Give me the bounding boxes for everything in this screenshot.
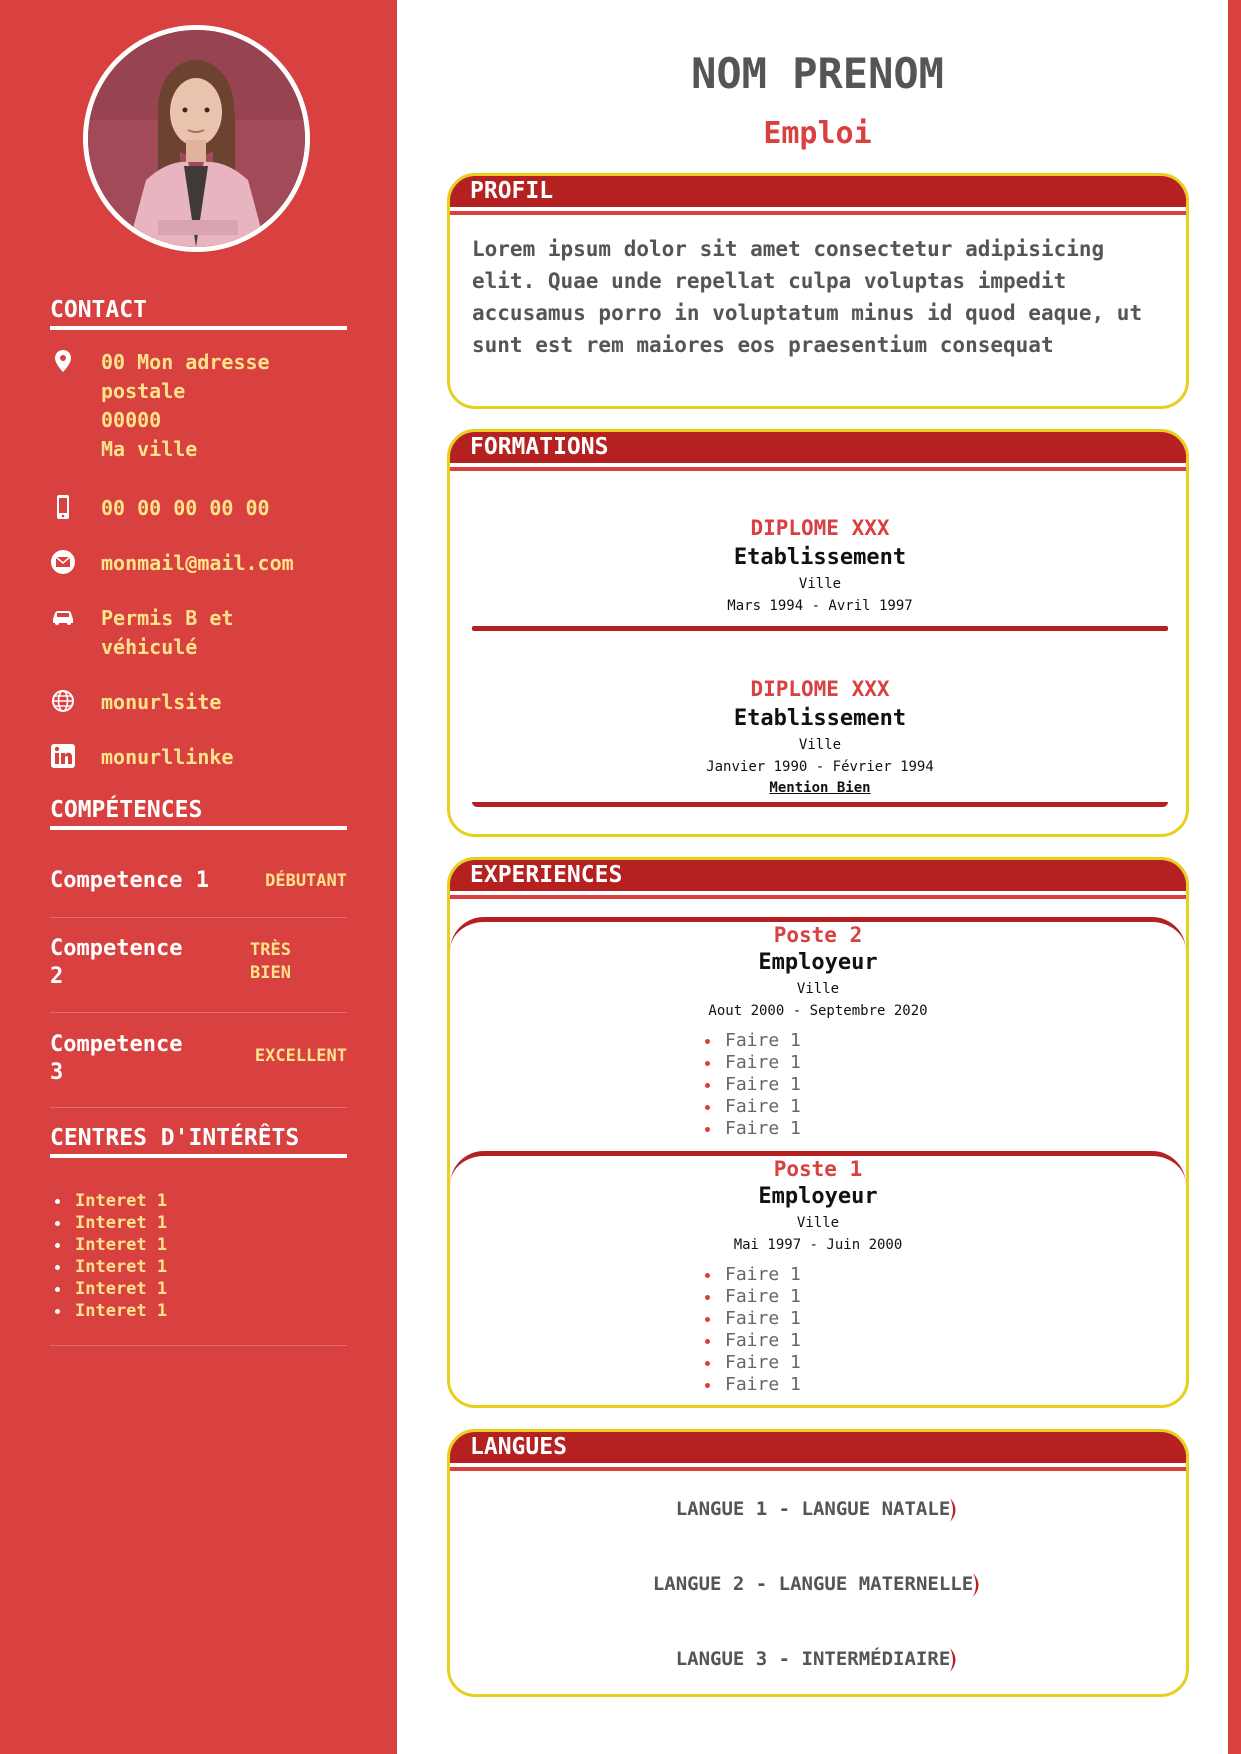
skills-title: COMPÉTENCES xyxy=(50,797,347,830)
language-label: LANGUE 1 - LANGUE NATALE xyxy=(675,1498,951,1520)
dates: Mars 1994 - Avril 1997 xyxy=(727,598,913,614)
crescent-icon xyxy=(948,1647,960,1673)
profile-photo xyxy=(83,25,310,252)
education-item xyxy=(472,674,1168,798)
sidebar xyxy=(0,0,397,1754)
interest-item: Interet 1 xyxy=(75,1234,347,1256)
contact-website xyxy=(50,688,360,718)
skill-level: EXCELLENT xyxy=(254,1046,347,1066)
car-icon xyxy=(50,604,76,630)
city: Ville xyxy=(798,576,842,592)
languages-section xyxy=(447,1429,1189,1697)
divider xyxy=(50,1345,347,1346)
experience-item xyxy=(450,1151,1186,1408)
degree: DIPLOME XXX xyxy=(750,516,890,540)
language-item xyxy=(450,1570,1186,1598)
interest-item: Interet 1 xyxy=(75,1300,347,1322)
interests-title: CENTRES D'INTÉRÊTS xyxy=(50,1125,347,1158)
crescent-icon xyxy=(971,1572,983,1598)
dates: Aout 2000 - Septembre 2020 xyxy=(708,1003,928,1019)
website-text[interactable]: monurlsite xyxy=(101,690,222,714)
separator xyxy=(472,626,1168,631)
section-header xyxy=(450,432,1186,467)
skill-name: Competence 2 xyxy=(50,936,183,989)
interest-item: Interet 1 xyxy=(75,1190,347,1212)
interest-item: Interet 1 xyxy=(75,1256,347,1278)
license-text: Permis B et véhiculé xyxy=(101,606,234,659)
skill-item xyxy=(50,917,347,1013)
task-item: Faire 1 xyxy=(725,1074,1025,1096)
city: Ville xyxy=(798,737,842,753)
section-title: LANGUES xyxy=(470,1434,567,1460)
location-pin-icon xyxy=(50,348,76,374)
contact-phone xyxy=(50,494,360,524)
task-item: Faire 1 xyxy=(725,1352,1025,1374)
address-text: 00 Mon adresse postale 00000 Ma ville xyxy=(101,350,270,461)
degree: DIPLOME XXX xyxy=(750,677,890,701)
task-item: Faire 1 xyxy=(725,1030,1025,1052)
city: Ville xyxy=(796,981,840,997)
dates: Janvier 1990 - Février 1994 xyxy=(706,759,934,775)
contact-address xyxy=(50,348,360,468)
skill-item xyxy=(50,862,347,918)
experience-section xyxy=(447,857,1189,1408)
email-icon xyxy=(50,549,76,575)
section-header xyxy=(450,860,1186,895)
phone-icon xyxy=(50,494,76,520)
interest-item: Interet 1 xyxy=(75,1278,347,1300)
section-title: PROFIL xyxy=(470,178,554,204)
interest-item: Interet 1 xyxy=(75,1212,347,1234)
employer: Employeur xyxy=(758,950,878,975)
school: Etablissement xyxy=(733,545,907,570)
separator xyxy=(472,802,1168,807)
task-item: Faire 1 xyxy=(725,1096,1025,1118)
skill-level: DÉBUTANT xyxy=(265,871,347,891)
position-title: Poste 2 xyxy=(773,923,863,947)
right-accent-strip xyxy=(1228,0,1241,1754)
contact-email xyxy=(50,549,360,579)
task-list xyxy=(725,1030,1025,1140)
language-label: LANGUE 3 - INTERMÉDIAIRE xyxy=(675,1648,951,1670)
skill-level: TRÈS BIEN xyxy=(250,940,291,983)
person-name: NOM PRENOM xyxy=(691,49,944,98)
position-title: Poste 1 xyxy=(773,1157,863,1181)
profile-text: Lorem ipsum dolor sit amet consectetur adipisicing elit. Quae unde repellat culpa voluptas impedit accusamus porro in voluptatum minus id quod eaque, ut sunt est rem maiores eos praesentium consequat xyxy=(472,237,1143,357)
employer: Employeur xyxy=(758,1184,878,1209)
school: Etablissement xyxy=(733,706,907,731)
language-item xyxy=(450,1645,1186,1673)
globe-icon xyxy=(50,688,76,714)
education-section xyxy=(447,429,1189,837)
task-list xyxy=(725,1264,1025,1396)
section-title: FORMATIONS xyxy=(470,434,609,460)
contact-linkedin xyxy=(50,743,360,773)
section-header xyxy=(450,1432,1186,1467)
skill-name: Competence 3 xyxy=(50,1032,183,1085)
education-item xyxy=(472,513,1168,617)
interests-list xyxy=(50,1190,347,1322)
section-header xyxy=(450,176,1186,211)
skill-name: Competence 1 xyxy=(50,868,209,893)
contact-license xyxy=(50,604,360,664)
task-item: Faire 1 xyxy=(725,1330,1025,1352)
contact-title: CONTACT xyxy=(50,297,347,330)
task-item: Faire 1 xyxy=(725,1118,1025,1140)
email-text[interactable]: monmail@mail.com xyxy=(101,551,294,575)
section-title: EXPERIENCES xyxy=(470,862,623,888)
profile-section xyxy=(447,173,1189,409)
crescent-icon xyxy=(948,1497,960,1523)
task-item: Faire 1 xyxy=(725,1052,1025,1074)
task-item: Faire 1 xyxy=(725,1286,1025,1308)
language-item xyxy=(450,1495,1186,1523)
task-item: Faire 1 xyxy=(725,1264,1025,1286)
dates: Mai 1997 - Juin 2000 xyxy=(733,1237,903,1253)
linkedin-text[interactable]: monurllinke xyxy=(101,745,234,769)
skill-item xyxy=(50,1012,347,1108)
job-title: Emploi xyxy=(763,116,872,151)
linkedin-icon xyxy=(50,743,76,769)
experience-item xyxy=(450,917,1186,1149)
mention: Mention Bien xyxy=(769,780,871,796)
task-item: Faire 1 xyxy=(725,1308,1025,1330)
language-label: LANGUE 2 - LANGUE MATERNELLE xyxy=(652,1573,974,1595)
phone-text[interactable]: 00 00 00 00 00 xyxy=(101,496,270,520)
city: Ville xyxy=(796,1215,840,1231)
task-item: Faire 1 xyxy=(725,1374,1025,1396)
